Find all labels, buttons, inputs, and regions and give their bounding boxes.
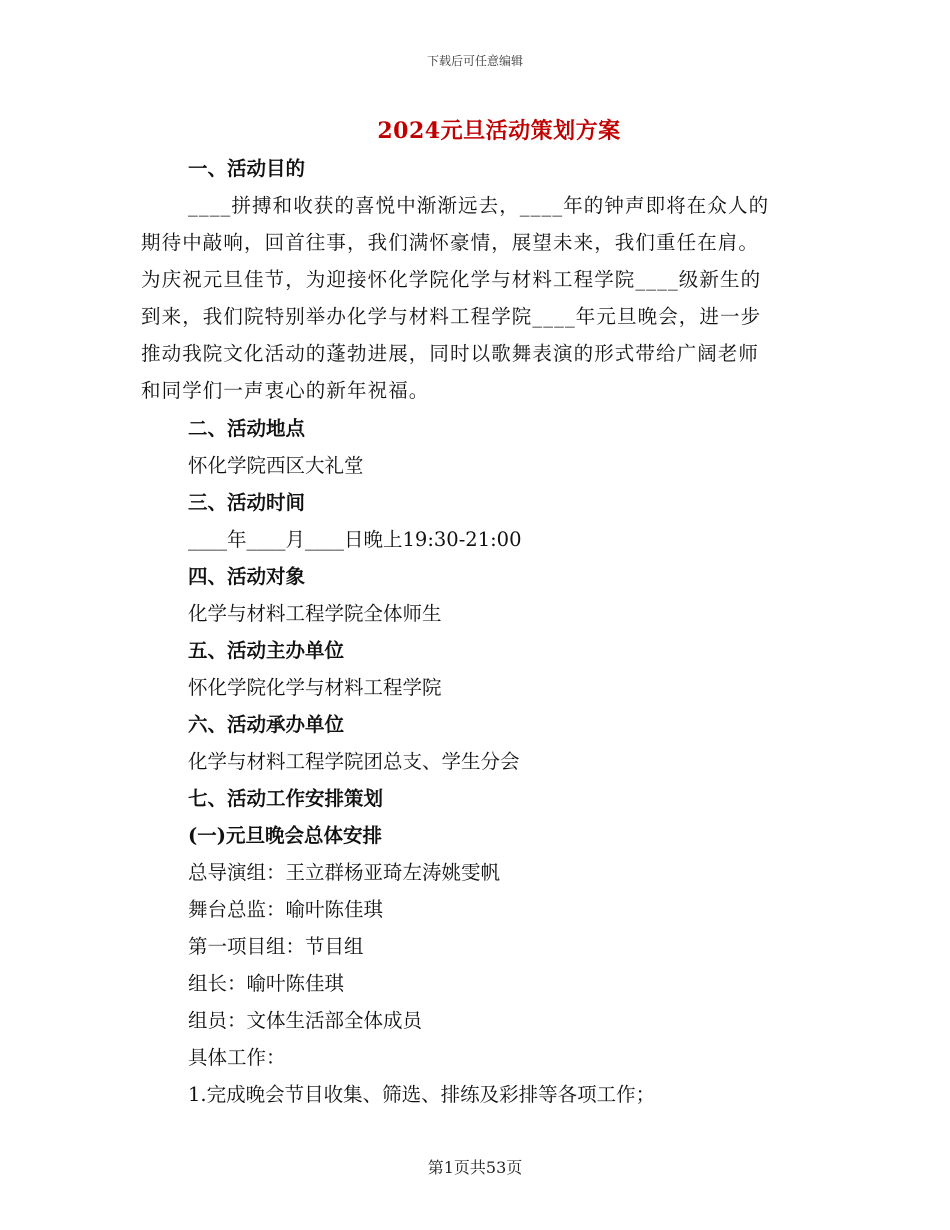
location-text: 怀化学院西区大礼堂: [188, 454, 364, 477]
paragraph-line: 期待中敲响，回首往事，我们满怀豪情，展望未来，我们重任在肩。: [141, 231, 760, 254]
paragraph-line: 推动我院文化活动的蓬勃进展，同时以歌舞表演的形式带给广阔老师: [141, 342, 760, 365]
paragraph-line: 为庆祝元旦佳节，为迎接怀化学院化学与材料工程学院____级新生的: [141, 268, 762, 291]
section-heading-audience: 四、活动对象: [188, 565, 306, 588]
section-heading-time: 三、活动时间: [188, 491, 306, 514]
page-footer: 第1页共53页: [427, 1158, 523, 1177]
arrangement-line: 1.完成晚会节目收集、筛选、排练及彩排等各项工作；: [188, 1083, 656, 1106]
section-heading-organizer: 五、活动主办单位: [188, 639, 345, 662]
arrangement-line: 组员：文体生活部全体成员: [188, 1009, 423, 1032]
audience-text: 化学与材料工程学院全体师生: [188, 602, 442, 625]
subsection-heading-overall: (一)元旦晚会总体安排: [188, 824, 382, 847]
arrangement-line: 组长：喻叶陈佳琪: [188, 972, 345, 995]
arrangement-line: 总导演组：王立群杨亚琦左涛姚雯帆: [188, 861, 501, 884]
section-heading-purpose: 一、活动目的: [188, 157, 306, 180]
arrangement-line: 舞台总监：喻叶陈佳琪: [188, 898, 384, 921]
arrangement-line: 具体工作：: [188, 1046, 286, 1069]
section-heading-location: 二、活动地点: [188, 417, 306, 440]
arrangement-line: 第一项目组：节目组: [188, 935, 364, 958]
paragraph-line: 和同学们一声衷心的新年祝福。: [141, 379, 430, 402]
time-text: ____年____月____日晚上19:30-21:00: [188, 528, 522, 551]
section-heading-arrangement: 七、活动工作安排策划: [188, 787, 384, 810]
document-title: 2024元旦活动策划方案: [377, 118, 621, 144]
paragraph-line: 到来，我们院特别举办化学与材料工程学院____年元旦晚会，进一步: [141, 305, 762, 328]
header-note: 下载后可任意编辑: [426, 54, 523, 68]
co-organizer-text: 化学与材料工程学院团总支、学生分会: [188, 750, 520, 773]
organizer-text: 怀化学院化学与材料工程学院: [188, 676, 442, 699]
paragraph-line: ____拼搏和收获的喜悦中渐渐远去，____年的钟声即将在众人的: [188, 194, 770, 217]
section-heading-co-organizer: 六、活动承办单位: [188, 713, 345, 736]
